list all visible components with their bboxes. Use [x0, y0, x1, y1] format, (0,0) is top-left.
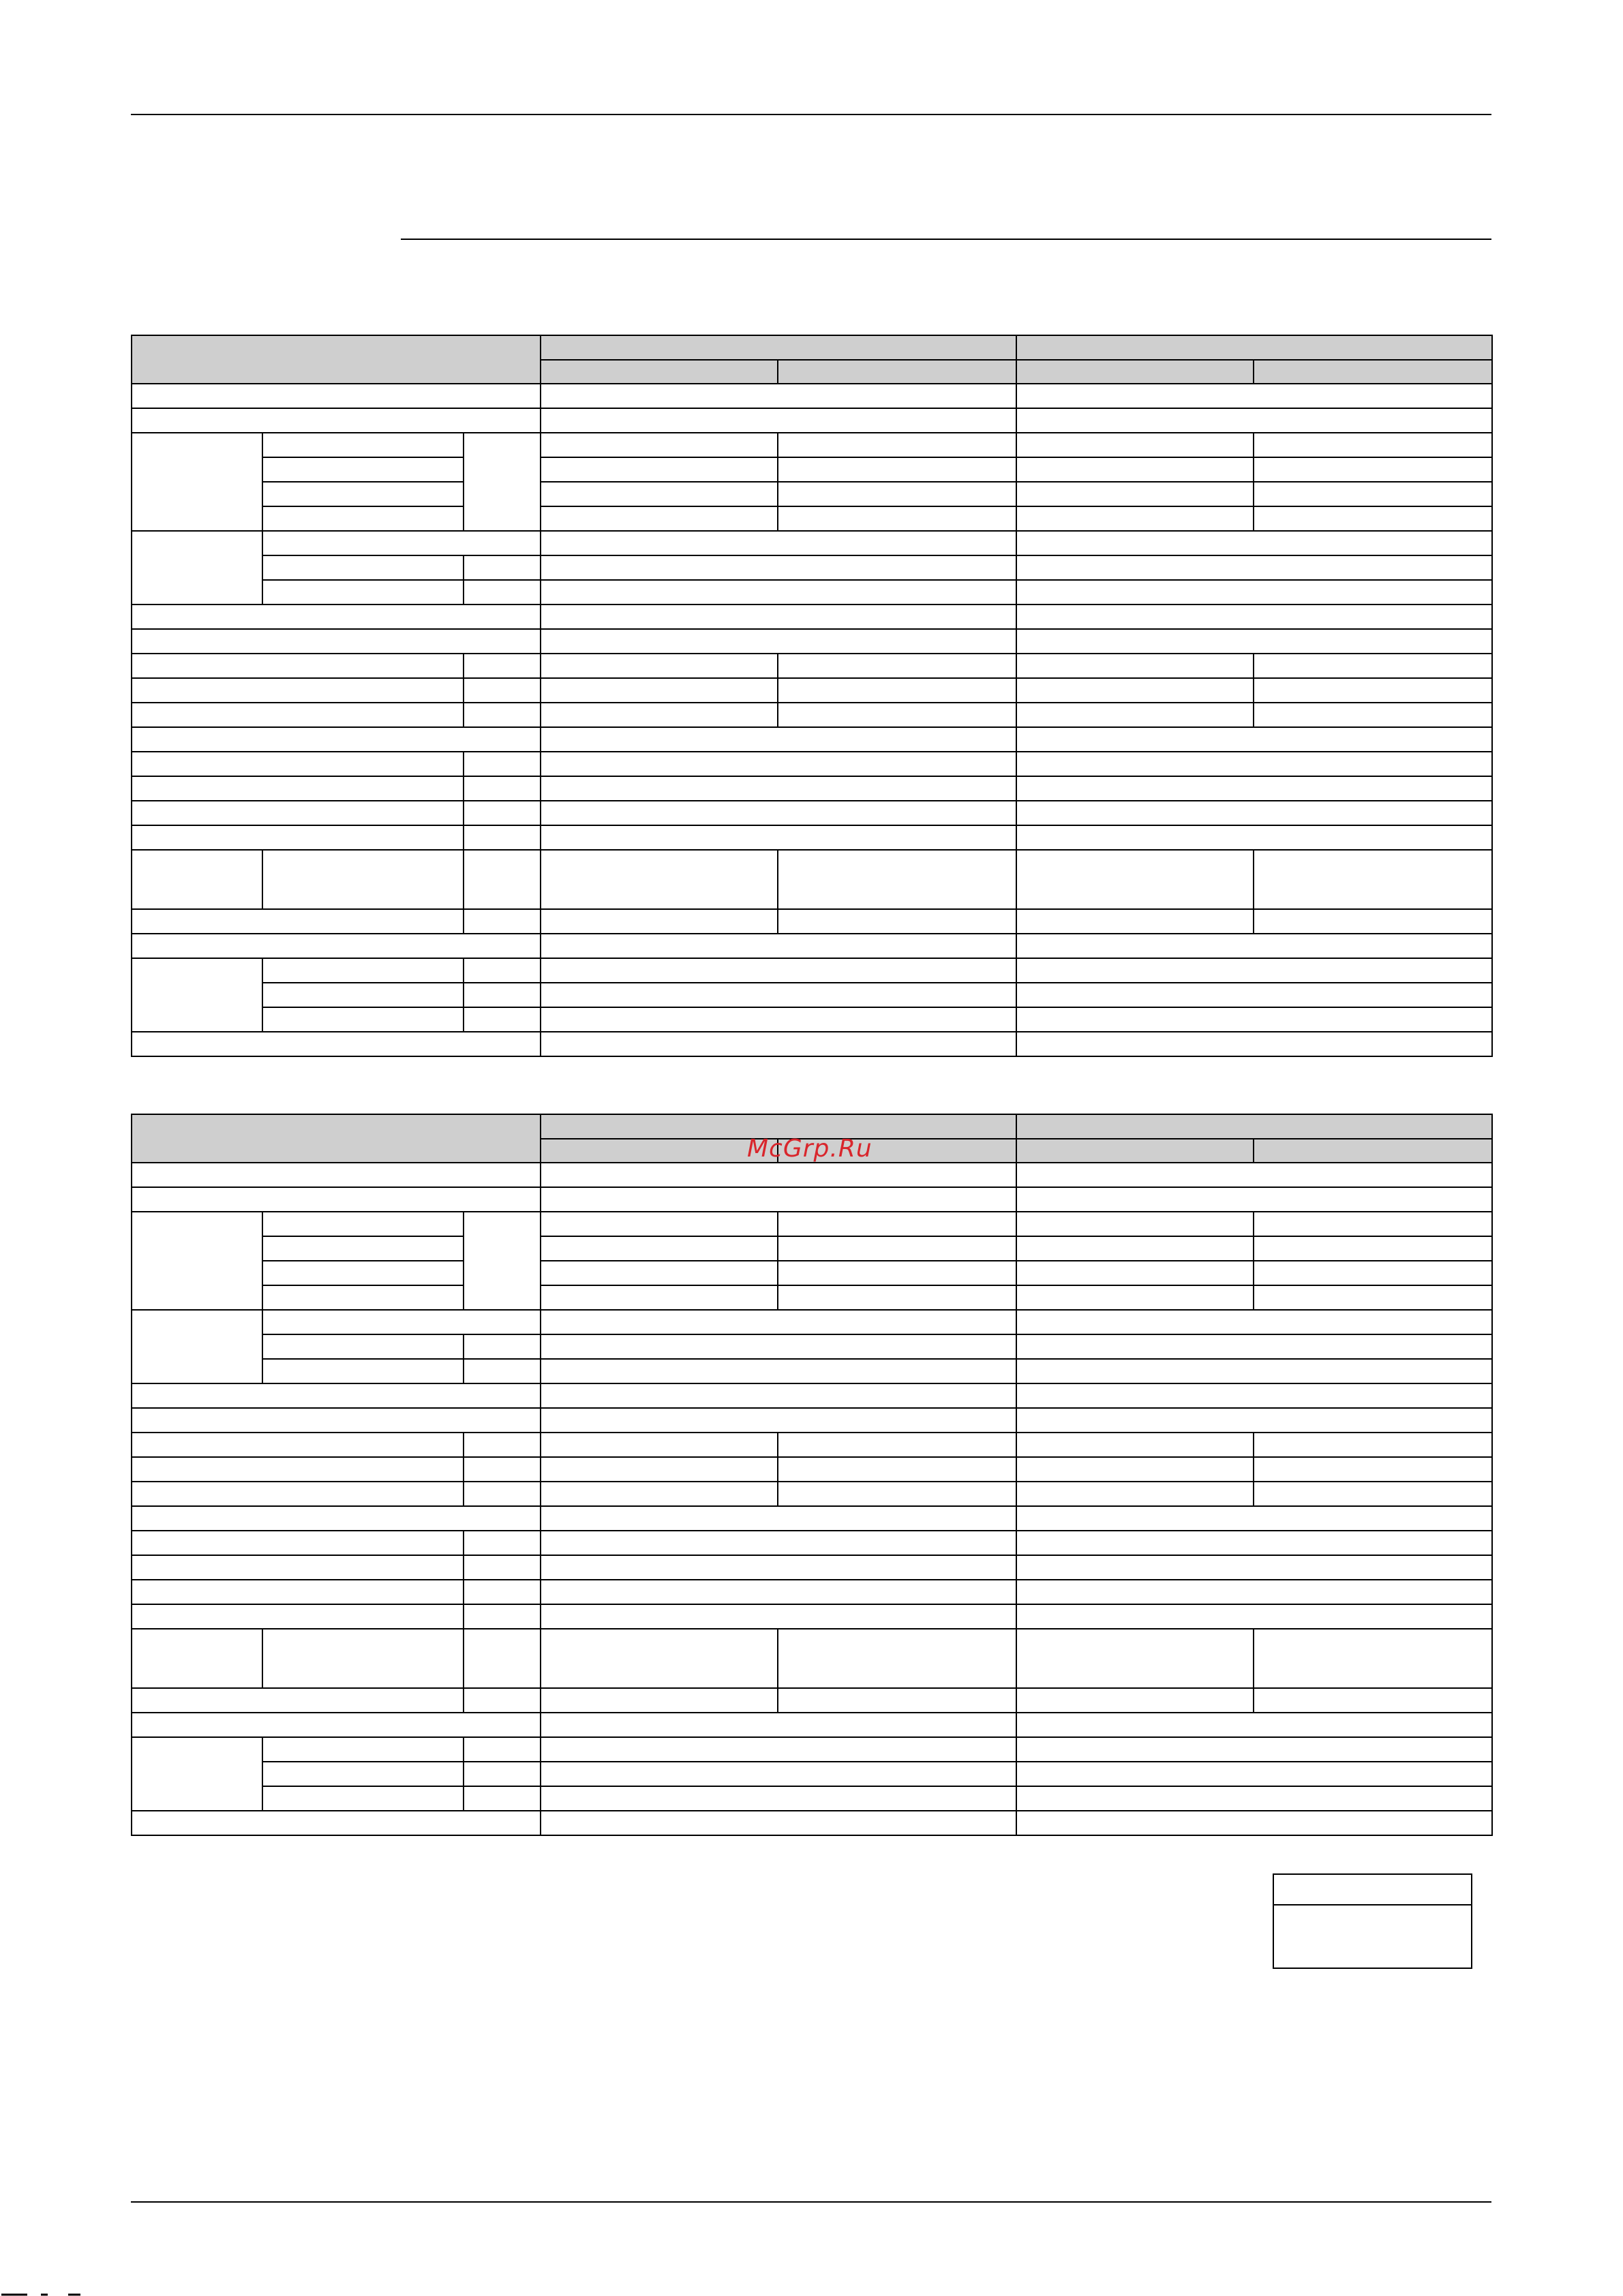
table-row: [132, 1786, 1492, 1811]
table-row: [132, 555, 1492, 580]
header-rule: [131, 114, 1491, 115]
table-header-row: [132, 335, 1492, 360]
table-row: [132, 433, 1492, 457]
table-row: [132, 580, 1492, 604]
table-row: [132, 1506, 1492, 1531]
table-row: [132, 1310, 1492, 1334]
table-row: [132, 1007, 1492, 1032]
table-row: [132, 776, 1492, 801]
table-row: [132, 752, 1492, 776]
header-label-cell: [132, 335, 541, 384]
subheader-cell: [1254, 360, 1492, 384]
subheader-cell: [1016, 1139, 1254, 1163]
table-row: [132, 604, 1492, 629]
table-row: [132, 1531, 1492, 1555]
table-row: [132, 408, 1492, 433]
table-row: [132, 983, 1492, 1007]
table-row: [132, 1408, 1492, 1433]
table-row: [132, 1359, 1492, 1383]
table-row: [132, 1811, 1492, 1835]
table-row: [132, 1482, 1492, 1506]
table-row: [132, 1236, 1492, 1261]
spec-table-1: [131, 335, 1493, 1057]
subheader-cell: [541, 1139, 778, 1163]
title-rule: [401, 239, 1491, 240]
table-row: [132, 1261, 1492, 1285]
table-row: [132, 654, 1492, 678]
table-row: [132, 1032, 1492, 1056]
header-label-cell: [132, 1114, 541, 1163]
table-row: [132, 850, 1492, 909]
model-b-header: [1016, 335, 1492, 360]
table-row: [132, 1383, 1492, 1408]
table-row: [132, 1212, 1492, 1236]
corner-mark: [0, 2286, 95, 2296]
table-row: [132, 1334, 1492, 1359]
table-row: [132, 958, 1492, 983]
table-row: [132, 1737, 1492, 1762]
table-row: [132, 1604, 1492, 1629]
table-row: [132, 457, 1492, 482]
table-row: [132, 801, 1492, 825]
stamp-box: [1273, 1873, 1472, 1969]
table-row: [132, 1285, 1492, 1310]
table-row: [132, 703, 1492, 727]
table-row: [132, 1762, 1492, 1786]
table-row: [132, 384, 1492, 408]
table-row: [132, 934, 1492, 958]
watermark: McGrp.Ru: [747, 1135, 873, 1163]
table-row: [132, 1713, 1492, 1737]
table-row: [132, 482, 1492, 506]
subheader-cell: [1254, 1139, 1492, 1163]
footer-rule: [131, 2201, 1491, 2203]
table-row: [132, 629, 1492, 654]
table-row: [132, 531, 1492, 555]
subheader-cell: [778, 360, 1016, 384]
subheader-cell: [541, 360, 778, 384]
model-b-header: [1016, 1114, 1492, 1139]
subheader-cell: [1016, 360, 1254, 384]
table-row: [132, 727, 1492, 752]
table-row: [132, 1629, 1492, 1688]
table-row: [132, 1163, 1492, 1187]
model-a-header: [541, 335, 1016, 360]
table-row: [132, 678, 1492, 703]
table-row: [132, 1457, 1492, 1482]
table-row: [132, 909, 1492, 934]
table-row: [132, 1580, 1492, 1604]
table-row: [132, 1555, 1492, 1580]
stamp-box-top-cell: [1274, 1875, 1471, 1905]
table-row: [132, 506, 1492, 531]
table-row: [132, 1187, 1492, 1212]
table-row: [132, 1688, 1492, 1713]
table-row: [132, 825, 1492, 850]
spec-table-2: [131, 1114, 1493, 1836]
table-row: [132, 1433, 1492, 1457]
